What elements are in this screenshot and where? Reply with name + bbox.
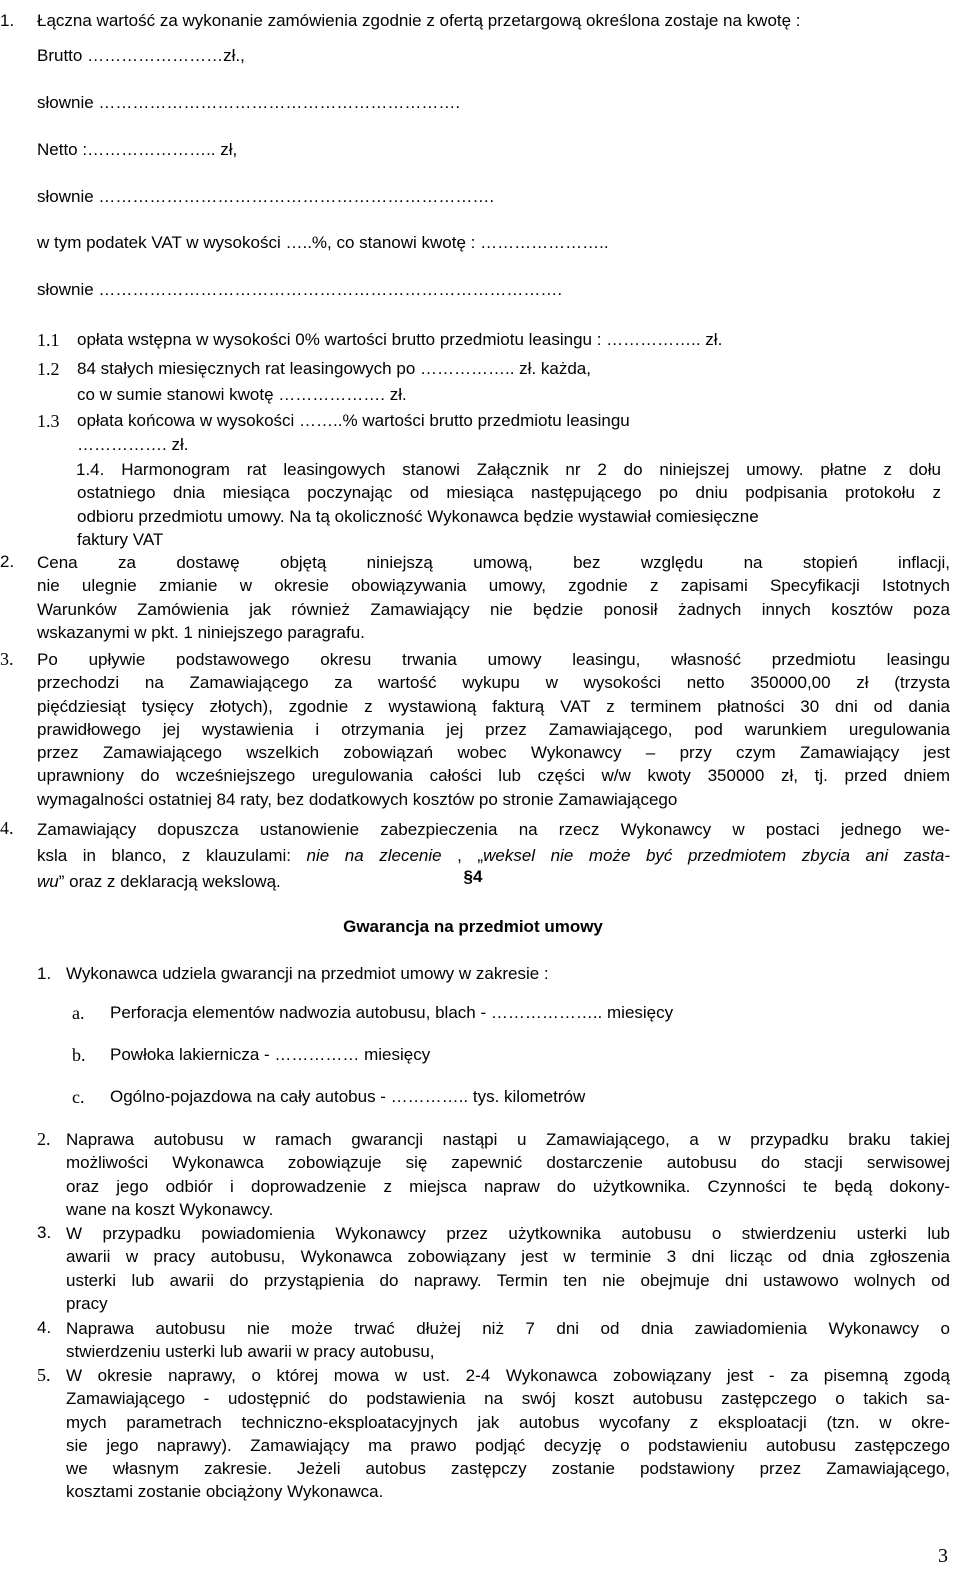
slownie-line-3: słownie ……………………………………………………………………….	[37, 280, 563, 299]
paragraph-3-line: pięćdziesiąt tysięcy złotych), zgodnie z wystawioną fakturą VAT z terminem płatności 30 dni od dania	[37, 696, 950, 716]
vat-line: w tym podatek VAT w wysokości …..%, co stanowi kwotę : …………………..	[37, 233, 609, 252]
paragraph-4-line: wu” oraz z deklaracją wekslową.	[37, 872, 281, 891]
subitem-1-1-number: 1.1	[37, 330, 60, 350]
item-1-text: Łączna wartość za wykonanie zamówienia zgodnie z ofertą przetargową określona zostaje na kwotę :	[37, 11, 801, 30]
paragraph-2-line: Warunków Zamówienia jak również Zamawiający nie będzie ponosił żadnych innych kosztów poza	[37, 599, 950, 619]
warranty-5-line: sie jego naprawy). Zamawiający ma prawo podjąć decyzję o podstawieniu autobusu zastępczego	[66, 1435, 950, 1455]
warranty-2-line: Naprawa autobusu w ramach gwarancji nastąpi u Zamawiającego, a w przypadku braku takiej	[66, 1130, 950, 1149]
subitem-1-3-number: 1.3	[37, 411, 60, 431]
netto-line: Netto :………………….. zł,	[37, 140, 238, 159]
paragraph-3-number: 3.	[0, 649, 14, 669]
subitem-1-4-paragraph	[77, 458, 941, 551]
warranty-4-number: 4.	[37, 1318, 52, 1337]
warranty-1-number: 1.	[37, 964, 52, 983]
paragraph-3-line: przez Zamawiającego wszelkich zobowiązań wobec Wykonawcy – przy czym Zamawiający jest	[37, 743, 950, 763]
warranty-5-number: 5.	[37, 1365, 51, 1385]
slownie-line-2: słownie …………………………………………………………….	[37, 187, 495, 206]
slownie-line-1: słownie ……………………………………………………….	[37, 93, 461, 112]
warranty-item-text: Ogólno-pojazdowa na cały autobus - ………….. tys. kilometrów	[110, 1087, 586, 1106]
paragraph-4-number: 4.	[0, 818, 14, 838]
warranty-item-letter: c.	[72, 1087, 85, 1107]
warranty-5	[66, 1364, 950, 1504]
warranty-5-line: W okresie naprawy, o której mowa w ust. 2-4 Wykonawca zobowiązany jest - za pisemną zgodą	[66, 1366, 950, 1385]
warranty-item-letter: b.	[72, 1045, 86, 1065]
warranty-4-line: Naprawa autobusu nie może trwać dłużej niż 7 dni od dnia zawiadomienia Wykonawcy o	[66, 1319, 950, 1338]
warranty-3	[66, 1222, 950, 1315]
subitem-1-4-line: faktury VAT	[77, 529, 164, 549]
paragraph-3-line: uprawniony do wcześniejszego uregulowania całości lub części w/w kwoty 350000 zł, tj. przed dniem	[37, 766, 950, 786]
warranty-3-line: pracy	[66, 1293, 108, 1313]
item-1-number: 1.	[0, 11, 15, 30]
warranty-item-letter: a.	[72, 1003, 85, 1023]
warranty-5-line: we własnym zakresie. Jeżeli autobus zastępczy zostanie podstawiony przez Zamawiającego,	[66, 1459, 950, 1479]
subitem-1-3-text-cont: ……………. zł.	[77, 435, 189, 454]
warranty-5-line: kosztami zostanie obciążony Wykonawca.	[66, 1482, 384, 1502]
warranty-item-text: Perforacja elementów nadwozia autobusu, blach - ……………….. miesięcy	[110, 1003, 674, 1022]
paragraph-2-line: Cena za dostawę objętą niniejszą umową, bez względu na stopień inflacji,	[37, 553, 950, 572]
warranty-2-number: 2.	[37, 1129, 51, 1149]
subitem-1-1-text: opłata wstępna w wysokości 0% wartości brutto przedmiotu leasingu : …………….. zł.	[77, 330, 723, 349]
subitem-1-4-line: ostatniego dnia miesiąca poczynając od miesiąca następującego po dniu podpisania protokołu z	[77, 483, 941, 503]
subitem-1-4-line: odbioru przedmiotu umowy. Na tą okoliczność Wykonawca będzie wystawiał comiesięczne	[77, 506, 759, 526]
paragraph-3-line: prawidłowego jej wystawienia i otrzymania jej przez Zamawiającego, pod warunkiem uregulowania	[37, 719, 950, 739]
paragraph-2-line: nie ulegnie zmianie w okresie obowiązywania umowy, zgodnie z zapisami Specyfikacji Istotnych	[37, 576, 950, 596]
warranty-3-line: awarii w pracy autobusu, Wykonawca zobowiązany jest w terminie 3 dni licząc od dnia zgłoszenia	[66, 1247, 950, 1267]
paragraph-2-line: wskazanymi w pkt. 1 niniejszego paragrafu.	[37, 622, 365, 642]
warranty-2	[66, 1128, 950, 1221]
warranty-3-number: 3.	[37, 1223, 52, 1242]
warranty-3-line: W przypadku powiadomienia Wykonawcy przez użytkownika autobusu o stwierdzeniu usterki lub	[66, 1224, 950, 1243]
warranty-2-line: wane na koszt Wykonawcy.	[66, 1199, 274, 1219]
paragraph-3	[37, 648, 950, 811]
paragraph-3-line: przechodzi na Zamawiającego za wartość wykupu w wysokości netto 350000,00 zł (trzysta	[37, 673, 950, 693]
subitem-1-2-text: 84 stałych miesięcznych rat leasingowych po …………….. zł. każda,	[77, 359, 591, 378]
warranty-2-line: oraz jego odbiór i doprowadzenie z miejsca napraw do użytkownika. Czynności te będą dokony-	[66, 1176, 950, 1196]
warranty-1-text: Wykonawca udziela gwarancji na przedmiot umowy w zakresie :	[66, 964, 549, 983]
warranty-5-line: Zamawiającego - udostępnić do podstawienia na swój koszt autobusu zastępczego o takich sa-	[66, 1389, 950, 1409]
paragraph-2-number: 2.	[0, 552, 15, 571]
paragraph-3-line: wymagalności ostatniej 84 raty, bez dodatkowych kosztów po stronie Zamawiającego	[37, 789, 678, 809]
section-symbol: §	[463, 867, 473, 886]
warranty-4-line: stwierdzeniu usterki lub awarii w pracy autobusu,	[66, 1342, 435, 1362]
paragraph-3-line: Po upływie podstawowego okresu trwania umowy leasingu, własność przedmiotu leasingu	[37, 650, 950, 669]
paragraph-4-line: Zamawiający dopuszcza ustanowienie zabezpieczenia na rzecz Wykonawcy w postaci jednego we-	[37, 820, 950, 839]
subitem-1-4-line: 1.4. Harmonogram rat leasingowych stanowi Załącznik nr 2 do niniejszej umowy. płatne z dołu	[76, 460, 941, 479]
section-heading: §4	[463, 867, 483, 886]
warranty-3-line: usterki lub awarii do przystąpienia do naprawy. Termin ten nie obejmuje dni ustawowo wolnych od	[66, 1270, 950, 1290]
subitem-1-3-text: opłata końcowa w wysokości ……..% wartości brutto przedmiotu leasingu	[77, 411, 630, 430]
brutto-line: Brutto ……………………zł.,	[37, 46, 245, 65]
warranty-5-line: mych parametrach techniczno-eksploatacyjnych jak autobus wycofany z eksploatacji (tzn. w okre-	[66, 1412, 950, 1432]
page-number: 3	[938, 1545, 948, 1567]
section-title: Gwarancja na przedmiot umowy	[343, 917, 603, 936]
warranty-2-line: możliwości Wykonawca zobowiązuje się zapewnić dostarczenie autobusu do stacji serwisowej	[66, 1153, 950, 1173]
subitem-1-2-number: 1.2	[37, 359, 60, 379]
warranty-item-text: Powłoka lakiernicza - …………… miesięcy	[110, 1045, 431, 1064]
warranty-4	[66, 1317, 950, 1364]
paragraph-2	[37, 551, 950, 644]
subitem-1-2-text-cont: co w sumie stanowi kwotę ………………. zł.	[77, 385, 407, 404]
paragraph-4-line: ksla in blanco, z klauzulami: nie na zlecenie , „weksel nie może być przedmiotem zbycia ani zasta-	[37, 846, 950, 865]
